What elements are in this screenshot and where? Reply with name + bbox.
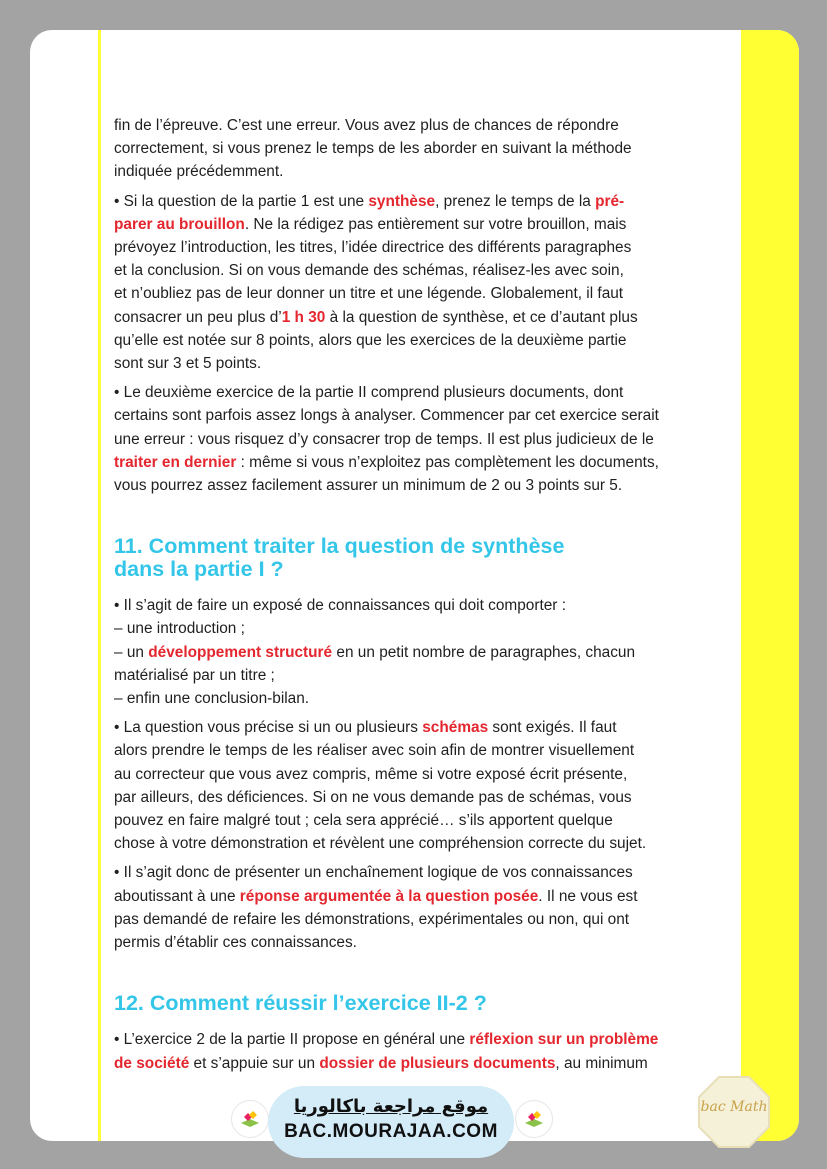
- footer-site-link[interactable]: BAC.MOURAJAA.COM: [284, 1121, 498, 1142]
- text-run: pas demandé de refaire les démonstrations, expérimentales ou non, qui ont: [114, 910, 630, 928]
- watermark-text: bac Math: [700, 1099, 768, 1115]
- text-line: [114, 1052, 714, 1075]
- text-line: [114, 716, 714, 739]
- text-run: vous pourrez assez facilement assurer un minimum de 2 ou 3 points sur 5.: [114, 477, 623, 495]
- text-line: [114, 114, 714, 137]
- text-run: – un: [114, 643, 149, 661]
- text-run: en un petit nombre de paragraphes, chacun: [332, 643, 636, 661]
- text-line: [114, 617, 714, 640]
- text-line: [114, 763, 714, 786]
- section-11-title: 11. Comment traiter la question de synthèse dans la partie I ?: [114, 534, 565, 582]
- text-line: [114, 594, 714, 617]
- text-run: . Ne la rédigez pas entièrement sur votre brouillon, mais: [244, 215, 627, 233]
- yellow-side-band: [741, 30, 799, 1141]
- text-line: [114, 1028, 714, 1051]
- text-line: [114, 687, 714, 710]
- highlighted-term: parer au brouillon: [114, 215, 245, 233]
- text-line: [114, 352, 714, 375]
- text-line: [114, 282, 714, 305]
- text-run: • Il s’agit donc de présenter un enchaînement logique de vos connaissances: [114, 864, 633, 882]
- intro-paragraphs: [114, 114, 714, 497]
- highlighted-term: de société: [114, 1054, 190, 1072]
- text-run: et la conclusion. Si on vous demande des schémas, réalisez-les avec soin,: [114, 262, 624, 280]
- text-run: • Si la question de la partie 1 est une: [114, 192, 369, 210]
- text-line: [114, 236, 714, 259]
- bac-math-watermark: [697, 1075, 771, 1149]
- paragraph: [114, 594, 714, 710]
- right-site-logo: [515, 1100, 553, 1138]
- highlighted-term: dossier de plusieurs documents: [319, 1054, 556, 1072]
- text-line: [114, 861, 714, 884]
- text-run: . Il ne vous est: [538, 887, 638, 905]
- text-run: aboutissant à une: [114, 887, 240, 905]
- document-content: [114, 114, 714, 1081]
- text-run: alors prendre le temps de les réaliser avec soin afin de montrer visuellement: [114, 742, 635, 760]
- text-run: consacrer un peu plus d’: [114, 308, 282, 326]
- text-run: – une introduction ;: [114, 620, 245, 638]
- text-run: sont sur 3 et 5 points.: [114, 355, 262, 373]
- text-line: [114, 451, 714, 474]
- text-run: certains sont parfois assez longs à analyser. Commencer par cet exercice serait: [114, 407, 659, 425]
- paragraph: [114, 381, 714, 497]
- highlighted-term: schémas: [422, 719, 489, 737]
- text-line: [114, 832, 714, 855]
- paragraph: [114, 1028, 714, 1074]
- highlighted-term: pré-: [595, 192, 625, 210]
- text-run: chose à votre démonstration et révèlent une compréhension correcte du sujet.: [114, 835, 647, 853]
- text-line: [114, 931, 714, 954]
- highlighted-term: traiter en dernier: [114, 453, 237, 471]
- text-line: [114, 259, 714, 282]
- text-run: et s’appuie sur un: [189, 1054, 320, 1072]
- text-run: fin de l’épreuve. C’est une erreur. Vous avez plus de chances de répondre: [114, 117, 619, 134]
- text-line: [114, 739, 714, 762]
- highlighted-term: réponse argumentée à la question posée: [239, 887, 539, 905]
- highlighted-term: synthèse: [368, 192, 436, 210]
- text-run: au correcteur que vous avez compris, même si votre exposé écrit présente,: [114, 765, 628, 783]
- text-run: , prenez le temps de la: [435, 192, 596, 210]
- paragraph: [114, 861, 714, 954]
- text-line: [114, 213, 714, 236]
- text-run: correctement, si vous prenez le temps de les aborder en suivant la méthode: [114, 140, 632, 158]
- text-run: pouvez en faire malgré tout ; cela sera apprécié… s’ils apportent quelque: [114, 812, 613, 830]
- text-line: [114, 404, 714, 427]
- text-run: prévoyez l’introduction, les titres, l’idée directrice des différents paragraphes: [114, 239, 632, 257]
- text-line: [114, 809, 714, 832]
- text-run: qu’elle est notée sur 8 points, alors que les exercices de la deuxième partie: [114, 331, 627, 349]
- yellow-margin-line: [98, 30, 101, 1141]
- text-line: [114, 381, 714, 404]
- text-line: [114, 908, 714, 931]
- text-run: matérialisé par un titre ;: [114, 666, 275, 684]
- highlighted-term: réflexion sur un problème: [469, 1031, 659, 1049]
- paragraph: [114, 716, 714, 855]
- book-icon: [522, 1107, 546, 1131]
- section-12-title: 12. Comment réussir l’exercice II-2 ?: [114, 991, 487, 1016]
- left-site-logo: [231, 1100, 269, 1138]
- text-run: – enfin une conclusion-bilan.: [114, 690, 310, 708]
- text-line: [114, 474, 714, 497]
- footer-arabic-title: موقع مراجعة باكالوريا: [293, 1096, 489, 1117]
- text-line: [114, 885, 714, 908]
- text-line: [114, 160, 714, 183]
- text-line: [114, 190, 714, 213]
- text-run: : même si vous n’exploitez pas complètement les documents,: [236, 453, 659, 471]
- document-page: [30, 30, 799, 1141]
- text-run: et n’oubliez pas de leur donner un titre et une légende. Globalement, il faut: [114, 285, 624, 303]
- section-12-body: [114, 1028, 714, 1074]
- paragraph: [114, 190, 714, 376]
- text-run: • Il s’agit de faire un exposé de connaissances qui doit comporter :: [114, 597, 566, 615]
- text-run: à la question de synthèse, et ce d’autant plus: [325, 308, 638, 326]
- highlighted-term: 1 h 30: [281, 308, 326, 326]
- text-line: [114, 428, 714, 451]
- book-icon: [238, 1107, 262, 1131]
- text-run: sont exigés. Il faut: [488, 719, 617, 737]
- text-line: [114, 137, 714, 160]
- text-run: • La question vous précise si un ou plusieurs: [114, 719, 423, 737]
- text-line: [114, 641, 714, 664]
- text-run: indiquée précédemment.: [114, 163, 284, 181]
- text-run: une erreur : vous risquez d’y consacrer trop de temps. Il est plus judicieux de le: [114, 430, 654, 448]
- text-run: permis d’établir ces connaissances.: [114, 934, 357, 952]
- text-line: [114, 329, 714, 352]
- highlighted-term: développement structuré: [148, 643, 333, 661]
- text-run: • L’exercice 2 de la partie II propose en général une: [114, 1031, 470, 1049]
- section-11-body: [114, 594, 714, 954]
- text-line: [114, 306, 714, 329]
- paragraph: [114, 114, 714, 184]
- text-line: [114, 664, 714, 687]
- site-footer-banner[interactable]: [268, 1086, 514, 1158]
- text-line: [114, 786, 714, 809]
- text-run: • Le deuxième exercice de la partie II comprend plusieurs documents, dont: [114, 384, 624, 402]
- text-run: par ailleurs, des déficiences. Si on ne vous demande pas de schémas, vous: [114, 788, 632, 806]
- text-run: , au minimum: [555, 1054, 648, 1072]
